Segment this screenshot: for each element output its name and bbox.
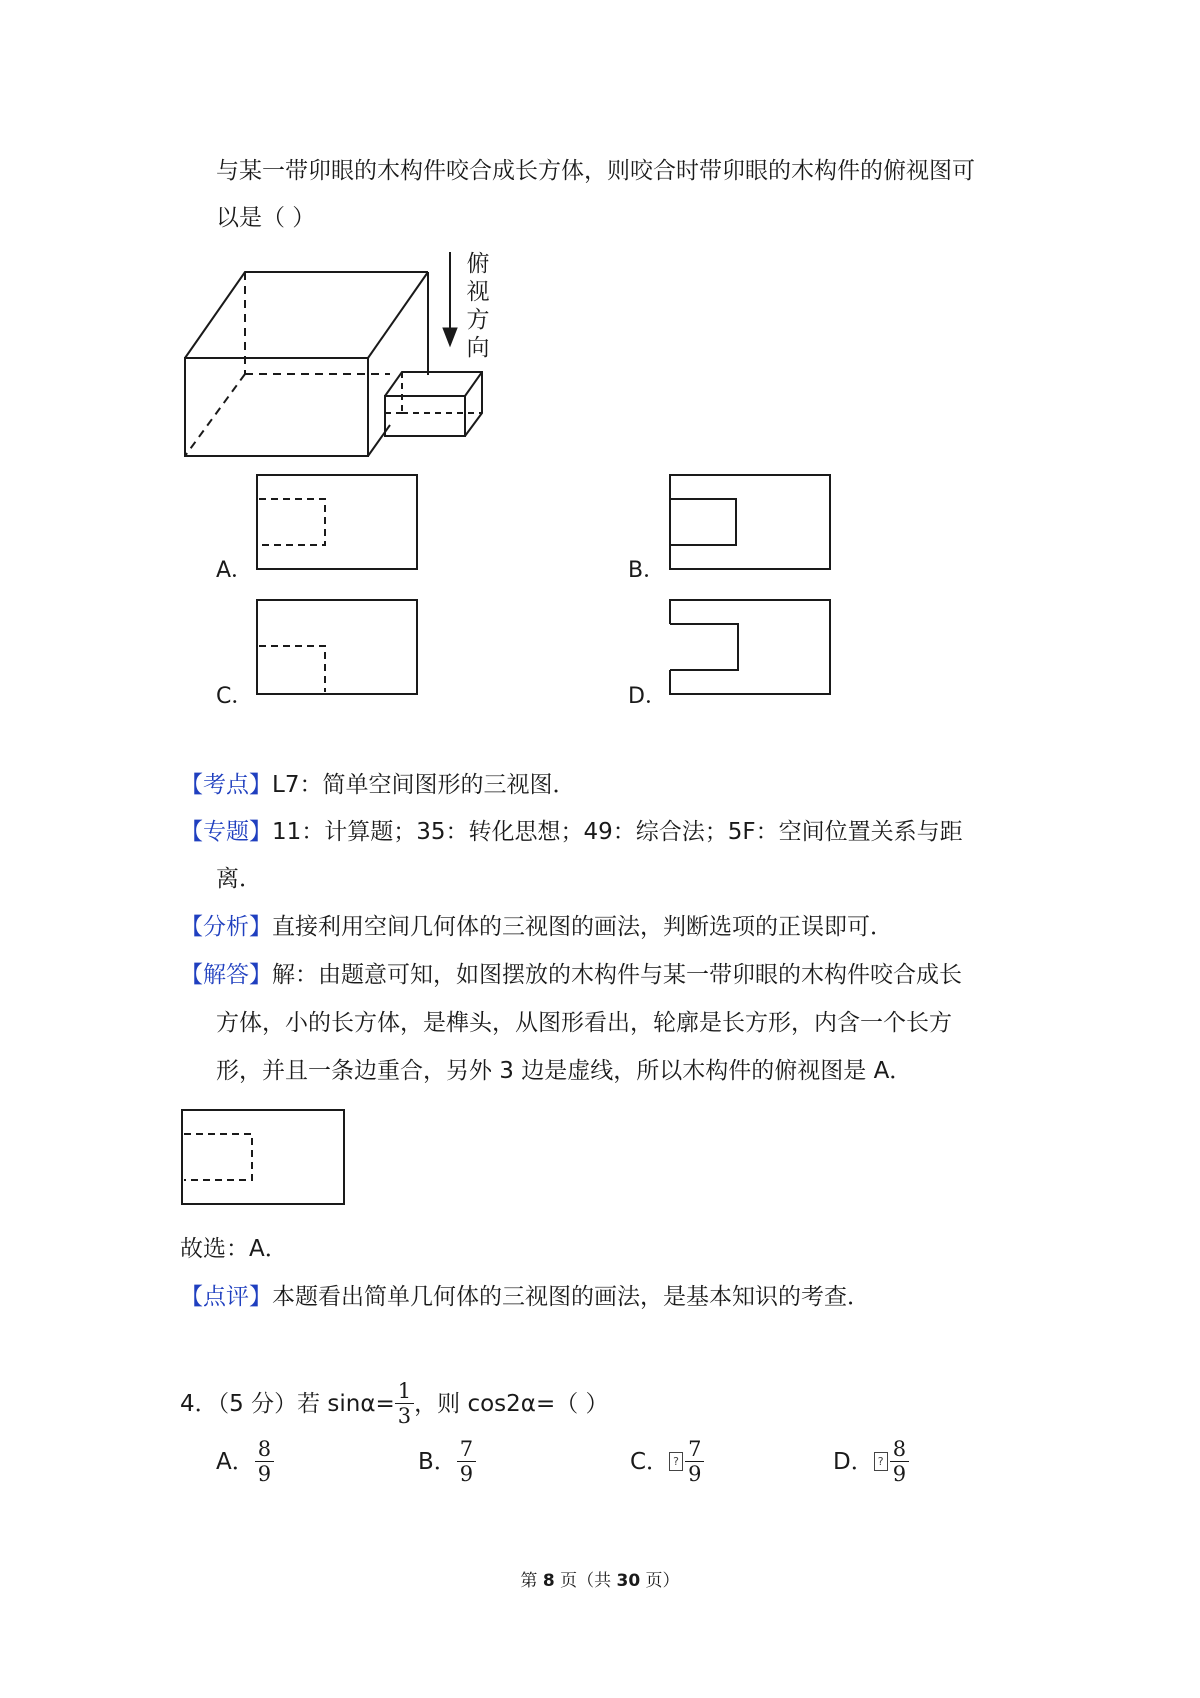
- zhuanti-tag: 【专题】: [180, 819, 272, 845]
- option-c-label: C．: [216, 684, 254, 709]
- option-a-figure: [255, 473, 421, 573]
- fenxi-text: 直接利用空间几何体的三视图的画法，判断选项的正误即可．: [272, 914, 893, 940]
- q4-option-c-fraction: [685, 1438, 704, 1485]
- view-direction-char: 方: [466, 307, 490, 333]
- q4-option-a-label: A．: [216, 1448, 255, 1475]
- dianping-tag: 【点评】: [180, 1284, 272, 1310]
- fraction-denominator: 9: [459, 1462, 474, 1486]
- kaodian-row: [180, 770, 575, 800]
- stem-line-1: 与某一带卯眼的木构件咬合成长方体，则咬合时带卯眼的木构件的俯视图可: [216, 158, 975, 184]
- footer-middle: 页（共: [554, 1571, 617, 1591]
- fraction-denominator: 9: [688, 1462, 702, 1486]
- fraction-numerator: 1: [395, 1380, 414, 1404]
- option-c-figure: [255, 598, 421, 698]
- q4-option-d: [833, 1438, 909, 1485]
- view-direction-label: [462, 250, 494, 362]
- q4-option-d-fraction: [890, 1438, 909, 1485]
- option-d-figure: [668, 598, 834, 698]
- fraction-denominator: 9: [257, 1462, 272, 1486]
- footer-prefix: 第: [520, 1571, 543, 1591]
- answer-choice: 故选：A．: [180, 1236, 288, 1262]
- missing-glyph-minus-sign: ?: [669, 1452, 683, 1471]
- view-direction-char: 向: [466, 335, 490, 361]
- fraction-numerator: 8: [890, 1438, 909, 1462]
- option-d-label: D．: [628, 684, 667, 709]
- missing-glyph-minus-sign: ?: [874, 1452, 888, 1471]
- q4-option-c-label: C．: [630, 1448, 670, 1475]
- down-arrow-icon: [438, 250, 462, 350]
- zhuanti-text-2: 离．: [216, 866, 262, 892]
- fraction-denominator: 3: [397, 1404, 412, 1428]
- dianping-text: 本题看出简单几何体的三视图的画法，是基本知识的考查．: [272, 1284, 870, 1310]
- jieda-row: [180, 960, 962, 990]
- stem-line-2: 以是（ ）: [216, 205, 316, 231]
- footer-suffix: 页）: [640, 1571, 680, 1591]
- jieda-line-2: 方体，小的长方体，是榫头，从图形看出，轮廓是长方形，内含一个长方: [216, 1010, 952, 1036]
- footer-page-number: 8: [542, 1571, 555, 1591]
- q4-stem-suffix: ，则 cos2α=（ ）: [414, 1390, 609, 1417]
- q4-stem-prefix: 4．（5 分）若 sinα=: [180, 1390, 395, 1417]
- kaodian-tag: 【考点】: [180, 772, 272, 798]
- q4-option-c: [630, 1438, 704, 1485]
- fraction-numerator: 7: [685, 1438, 704, 1462]
- q4-option-b: [418, 1438, 476, 1485]
- q4-option-a: [216, 1438, 274, 1485]
- view-direction-char: 俯: [466, 251, 490, 277]
- answer-figure: [180, 1108, 350, 1208]
- dianping-row: [180, 1282, 870, 1312]
- fenxi-tag: 【分析】: [180, 914, 272, 940]
- q4-option-b-label: B．: [418, 1448, 457, 1475]
- fenxi-row: [180, 912, 893, 942]
- question-4-stem: [180, 1380, 609, 1427]
- fraction-numerator: 7: [457, 1438, 476, 1462]
- kaodian-text: L7：简单空间图形的三视图．: [272, 772, 576, 798]
- zhuanti-text: 11：计算题；35：转化思想；49：综合法；5F：空间位置关系与距: [272, 819, 963, 845]
- q4-option-a-fraction: [255, 1438, 274, 1485]
- jieda-line-1: 解：由题意可知，如图摆放的木构件与某一带卯眼的木构件咬合成长: [272, 962, 962, 988]
- view-direction-char: 视: [466, 279, 490, 305]
- jieda-line-3: 形，并且一条边重合，另外 3 边是虚线，所以木构件的俯视图是 A．: [216, 1058, 913, 1084]
- footer-total-pages: 30: [616, 1571, 641, 1591]
- q4-option-b-fraction: [457, 1438, 476, 1485]
- option-b-label: B．: [628, 558, 666, 583]
- q4-option-d-label: D．: [833, 1448, 874, 1475]
- fraction-denominator: 9: [892, 1462, 907, 1486]
- sin-value-fraction: [395, 1380, 414, 1427]
- option-b-figure: [668, 473, 834, 573]
- jieda-tag: 【解答】: [180, 962, 272, 988]
- option-a-label: A．: [216, 558, 254, 583]
- zhuanti-row: [180, 817, 963, 847]
- fraction-numerator: 8: [255, 1438, 274, 1462]
- page-footer: [0, 1566, 1200, 1591]
